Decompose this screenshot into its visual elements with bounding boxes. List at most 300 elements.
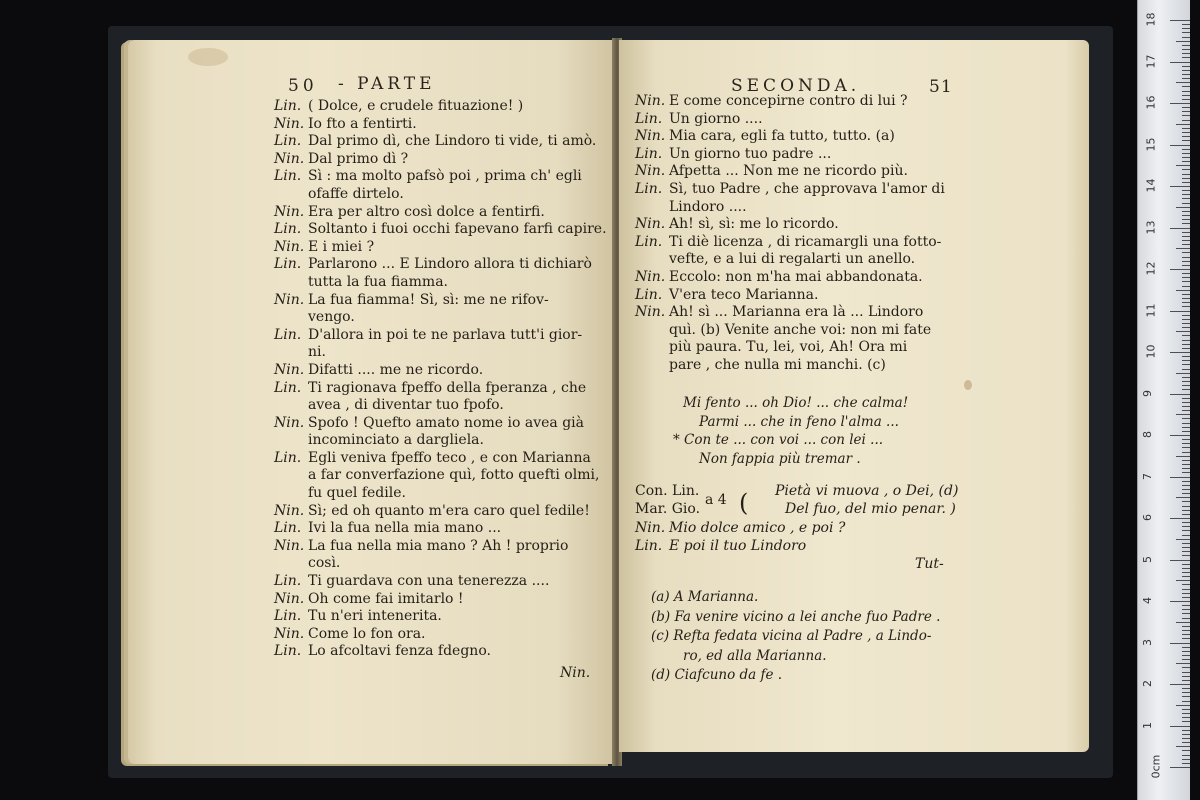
dialogue-line xyxy=(274,309,614,327)
ruler-minor-tick xyxy=(1182,589,1190,590)
ruler-major-tick xyxy=(1170,394,1190,395)
ruler-minor-tick xyxy=(1182,37,1190,38)
ruler-minor-tick xyxy=(1176,165,1190,166)
dialogue-line xyxy=(635,520,975,538)
dialogue-text: Ah! sì, sì: me lo ricordo. xyxy=(669,216,839,233)
dialogue-line xyxy=(635,216,975,234)
ruler-minor-tick xyxy=(1182,203,1190,204)
ruler-minor-tick xyxy=(1182,315,1190,316)
ruler-minor-tick xyxy=(1176,82,1190,83)
speaker-label: Nin. xyxy=(274,150,305,167)
ruler-minor-tick xyxy=(1182,530,1190,531)
speaker-label: Lin. xyxy=(635,180,663,197)
ruler-minor-tick xyxy=(1182,659,1190,660)
dialogue-line xyxy=(274,292,614,310)
ruler-major-tick xyxy=(1170,145,1190,146)
dialogue-text: E come concepirne contro di lui ? xyxy=(669,93,908,109)
dialogue-text: La fua fiamma! Sì, sì: me ne rifov- xyxy=(308,291,549,308)
ruler-minor-tick xyxy=(1182,572,1190,573)
ruler-major-tick xyxy=(1170,643,1190,644)
dialogue-continuation xyxy=(635,520,975,555)
dialogue-text: più paura. Tu, lei, voi, Ah! Ora mi xyxy=(669,339,908,356)
speaker-label: Nin. xyxy=(635,128,666,145)
left-page xyxy=(128,40,615,764)
speaker-label: Lin. xyxy=(635,286,663,303)
ruler-minor-tick xyxy=(1176,663,1190,664)
dialogue-text: ni. xyxy=(308,344,326,361)
ruler-label: 13 xyxy=(1144,220,1158,234)
ruler-minor-tick xyxy=(1182,402,1190,403)
ruler-minor-tick xyxy=(1182,360,1190,361)
footnote: (c) Refta fedata vicina al Padre , a Lindo- xyxy=(651,628,932,644)
dialogue-text: La fua nella mia mano ? Ah ! proprio xyxy=(308,537,569,554)
ruler-minor-tick xyxy=(1182,522,1190,523)
ruler-label: 5 xyxy=(1141,555,1154,563)
ruler-minor-tick xyxy=(1182,597,1190,598)
ruler-minor-tick xyxy=(1182,153,1190,154)
ruler-minor-tick xyxy=(1182,302,1190,303)
ruler-minor-tick xyxy=(1182,750,1190,751)
ruler-minor-tick xyxy=(1176,373,1190,374)
dialogue-line xyxy=(635,251,975,269)
ruler-minor-tick xyxy=(1182,638,1190,639)
dialogue-line xyxy=(635,339,975,357)
ruler-label: 16 xyxy=(1144,95,1158,110)
speaker-label: Nin. xyxy=(635,268,666,285)
dialogue-text: D'allora in poi te ne parlava tutt'i gior- xyxy=(308,326,583,343)
ruler-minor-tick xyxy=(1182,24,1190,25)
dialogue-text: Sì : ma molto pafsò poi , prima ch' egli xyxy=(308,168,582,185)
ruler-minor-tick xyxy=(1182,452,1190,453)
ruler-minor-tick xyxy=(1182,688,1190,689)
dialogue-line xyxy=(274,256,614,274)
ruler-minor-tick xyxy=(1182,398,1190,399)
ruler-label: 15 xyxy=(1144,137,1158,151)
ruler-minor-tick xyxy=(1176,746,1190,747)
ruler-label: 7 xyxy=(1141,472,1154,480)
ruler-minor-tick xyxy=(1182,406,1190,407)
right-catchword: Tut- xyxy=(915,556,944,572)
ruler-label: 8 xyxy=(1141,431,1154,438)
ruler-minor-tick xyxy=(1176,456,1190,457)
dialogue-line xyxy=(635,322,975,340)
ruler-minor-tick xyxy=(1182,551,1190,552)
ruler-minor-tick xyxy=(1182,335,1190,336)
speaker-label: Nin. xyxy=(635,163,666,180)
ruler-minor-tick xyxy=(1182,174,1190,175)
ruler-minor-tick xyxy=(1182,169,1190,170)
dialogue-text: Spofo ! Quefto amato nome io avea già xyxy=(308,414,584,431)
ruler-minor-tick xyxy=(1182,655,1190,656)
dialogue-text: Un giorno tuo padre ... xyxy=(669,145,832,162)
speaker-label: Nin. xyxy=(274,625,305,642)
ruler-minor-tick xyxy=(1182,423,1190,424)
dialogue-line xyxy=(274,450,614,468)
speaker-label: Nin. xyxy=(274,291,305,308)
ruler-label: 0cm xyxy=(1149,754,1163,779)
dialogue-line xyxy=(274,151,614,169)
ruler-minor-tick xyxy=(1182,464,1190,465)
verse-line: Non fappia più tremar . xyxy=(699,450,861,467)
ruler-label: 9 xyxy=(1141,389,1154,397)
footnote: (d) Ciafcuno da fe . xyxy=(651,667,783,683)
dialogue-line xyxy=(274,239,614,257)
speaker-label: Lin. xyxy=(274,168,302,185)
ruler-minor-tick xyxy=(1182,584,1190,585)
dialogue-text: Come lo fon ora. xyxy=(308,625,426,642)
speaker-label: Nin. xyxy=(635,93,666,109)
ruler-minor-tick xyxy=(1182,493,1190,494)
ruler-minor-tick xyxy=(1182,692,1190,693)
ruler-minor-tick xyxy=(1182,306,1190,307)
speaker-label: Lin. xyxy=(274,221,302,238)
speaker-label: Lin. xyxy=(274,98,302,114)
ruler-label: 10 xyxy=(1144,344,1158,359)
ruler-minor-tick xyxy=(1182,111,1190,112)
ruler-minor-tick xyxy=(1182,232,1190,233)
quartet-marker: a 4 xyxy=(705,491,727,508)
quartet-speaker-1: Con. Lin. xyxy=(635,483,700,499)
ruler-minor-tick xyxy=(1176,41,1190,42)
ruler-minor-tick xyxy=(1176,580,1190,581)
ruler-minor-tick xyxy=(1176,539,1190,540)
dialogue-line xyxy=(274,344,614,362)
ruler-minor-tick xyxy=(1182,340,1190,341)
ruler-major-tick xyxy=(1170,20,1190,21)
ruler-minor-tick xyxy=(1182,86,1190,87)
ruler-major-tick xyxy=(1170,186,1190,187)
ruler-minor-tick xyxy=(1182,28,1190,29)
ruler-major-tick xyxy=(1170,684,1190,685)
dialogue-line xyxy=(274,133,614,151)
ruler-label: 11 xyxy=(1144,303,1158,317)
left-page-number: 50 xyxy=(288,76,318,96)
dialogue-text: Dal primo dì, che Lindoro ti vide, ti amò. xyxy=(308,133,597,150)
dialogue-line xyxy=(274,555,614,573)
ruler-minor-tick xyxy=(1182,535,1190,536)
ruler-major-tick xyxy=(1170,767,1190,768)
ruler-minor-tick xyxy=(1182,136,1190,137)
dialogue-text: Io fto a fentirti. xyxy=(308,115,417,132)
dialogue-text: fu quel fedile. xyxy=(308,485,406,502)
ruler-label: 17 xyxy=(1144,54,1158,68)
ruler-label: 12 xyxy=(1144,261,1158,276)
dialogue-line xyxy=(274,520,614,538)
ruler-minor-tick xyxy=(1182,369,1190,370)
dialogue-text: Sì; ed oh quanto m'era caro quel fedile! xyxy=(308,502,590,519)
speaker-label: Nin. xyxy=(274,414,305,431)
ruler-minor-tick xyxy=(1182,45,1190,46)
dialogue-text: Un giorno .... xyxy=(669,110,763,127)
dialogue-line xyxy=(635,181,975,199)
dialogue-line xyxy=(635,146,975,164)
dialogue-line xyxy=(274,362,614,380)
ruler-minor-tick xyxy=(1182,634,1190,635)
dialogue-line xyxy=(274,397,614,415)
ruler-minor-tick xyxy=(1176,331,1190,332)
dialogue-line xyxy=(635,163,975,181)
dialogue-text: Lo afcoltavi fenza fdegno. xyxy=(308,643,491,660)
speaker-label: Lin. xyxy=(274,608,302,625)
dialogue-line xyxy=(274,116,614,134)
dialogue-text: avea , di diventar tuo fpofo. xyxy=(308,397,504,414)
speaker-label: Nin. xyxy=(274,590,305,607)
ruler-minor-tick xyxy=(1182,273,1190,274)
dialogue-text: vefte, e a lui di regalarti un anello. xyxy=(669,251,916,268)
ruler-minor-tick xyxy=(1182,576,1190,577)
ruler-minor-tick xyxy=(1182,257,1190,258)
dialogue-line xyxy=(635,111,975,129)
ruler-minor-tick xyxy=(1182,472,1190,473)
dialogue-text: pare , che nulla mi manchi. (c) xyxy=(669,356,886,373)
dialogue-line xyxy=(274,204,614,222)
dialogue-line xyxy=(274,643,614,661)
dialogue-text: Egli veniva fpeffo teco , e con Marianna xyxy=(308,449,591,466)
dialogue-text: Oh come fai imitarlo ! xyxy=(308,590,464,607)
dialogue-text: incominciato a dargliela. xyxy=(308,432,484,449)
dialogue-text: quì. (b) Venite anche voi: non mi fate xyxy=(669,321,932,338)
dialogue-line xyxy=(274,503,614,521)
ruler-minor-tick xyxy=(1182,555,1190,556)
ruler-minor-tick xyxy=(1176,124,1190,125)
dialogue-text: Dal primo dì ? xyxy=(308,150,409,167)
ruler-minor-tick xyxy=(1182,410,1190,411)
ruler-minor-tick xyxy=(1182,91,1190,92)
ruler-minor-tick xyxy=(1182,190,1190,191)
dialogue-text: Ti ragionava fpeffo della fperanza , che xyxy=(308,379,587,396)
dialogue-text: Ti diè licenza , di ricamargli una fotto- xyxy=(669,233,942,250)
dialogue-line xyxy=(274,432,614,450)
ruler-minor-tick xyxy=(1182,443,1190,444)
ruler-label: 18 xyxy=(1144,12,1158,27)
ruler-minor-tick xyxy=(1182,194,1190,195)
dialogue-line xyxy=(274,485,614,503)
ruler-minor-tick xyxy=(1182,211,1190,212)
ruler-minor-tick xyxy=(1176,207,1190,208)
dialogue-text: Tu n'eri intenerita. xyxy=(308,608,442,625)
speaker-label: Lin. xyxy=(274,326,302,343)
left-text-block xyxy=(274,98,614,661)
ruler-minor-tick xyxy=(1182,377,1190,378)
ruler-minor-tick xyxy=(1182,66,1190,67)
paper-stain xyxy=(188,48,228,66)
ruler-minor-tick xyxy=(1182,219,1190,220)
ruler-major-tick xyxy=(1170,601,1190,602)
ruler-label: 3 xyxy=(1141,638,1154,646)
ruler-minor-tick xyxy=(1182,447,1190,448)
ruler-minor-tick xyxy=(1182,149,1190,150)
dialogue-line xyxy=(635,538,975,556)
ruler-major-tick xyxy=(1170,352,1190,353)
dialogue-line xyxy=(274,608,614,626)
ruler-minor-tick xyxy=(1182,489,1190,490)
ruler-minor-tick xyxy=(1182,759,1190,760)
speaker-label: Lin. xyxy=(274,379,302,396)
ruler-minor-tick xyxy=(1182,605,1190,606)
ruler-minor-tick xyxy=(1182,730,1190,731)
ruler-minor-tick xyxy=(1182,568,1190,569)
ruler-minor-tick xyxy=(1176,414,1190,415)
ruler-minor-tick xyxy=(1182,327,1190,328)
ruler-minor-tick xyxy=(1182,364,1190,365)
dialogue-line xyxy=(635,287,975,305)
ruler-minor-tick xyxy=(1182,514,1190,515)
ruler-label: 2 xyxy=(1141,680,1154,687)
right-text-block xyxy=(635,93,975,375)
dialogue-text: Mio dolce amico , e poi ? xyxy=(669,520,846,536)
dialogue-text: Sì, tuo Padre , che approvava l'amor di xyxy=(669,180,945,197)
ruler-minor-tick xyxy=(1182,389,1190,390)
speaker-label: Lin. xyxy=(635,233,663,250)
ruler-label: 14 xyxy=(1144,178,1158,193)
dialogue-line xyxy=(274,415,614,433)
ruler-minor-tick xyxy=(1182,107,1190,108)
dialogue-text: Difatti .... me ne ricordo. xyxy=(308,361,484,378)
dialogue-text: V'era teco Marianna. xyxy=(669,286,819,303)
footnotes xyxy=(651,588,940,686)
ruler-minor-tick xyxy=(1182,721,1190,722)
ruler-minor-tick xyxy=(1182,128,1190,129)
speaker-label: Lin. xyxy=(274,256,302,273)
ruler-minor-tick xyxy=(1182,261,1190,262)
ruler-minor-tick xyxy=(1182,713,1190,714)
ruler-label: 6 xyxy=(1141,514,1154,521)
speaker-label: Lin. xyxy=(635,145,663,162)
ruler-minor-tick xyxy=(1182,277,1190,278)
speaker-label: Nin. xyxy=(274,361,305,378)
quartet-line-2: Del fuo, del mio penar. ) xyxy=(785,500,956,517)
ruler-minor-tick xyxy=(1182,667,1190,668)
left-running-head: - PARTE xyxy=(338,74,436,94)
ruler-minor-tick xyxy=(1182,734,1190,735)
ruler-minor-tick xyxy=(1182,99,1190,100)
dialogue-line xyxy=(274,98,614,116)
ruler-minor-tick xyxy=(1182,672,1190,673)
speaker-label: Nin. xyxy=(274,502,305,519)
ruler-minor-tick xyxy=(1182,738,1190,739)
ruler-minor-tick xyxy=(1182,348,1190,349)
ruler-minor-tick xyxy=(1182,53,1190,54)
dialogue-text: a far converfazione quì, fotto quefti olmi, xyxy=(308,467,600,484)
ruler-minor-tick xyxy=(1182,701,1190,702)
ruler-minor-tick xyxy=(1182,120,1190,121)
dialogue-line xyxy=(274,274,614,292)
dialogue-line xyxy=(274,467,614,485)
ruler-minor-tick xyxy=(1182,252,1190,253)
dialogue-line xyxy=(274,538,614,556)
footnote: (a) A Marianna. xyxy=(651,589,759,605)
quartet-line-1: Pietà vi muova , o Dei, (d) xyxy=(775,483,959,499)
ruler-minor-tick xyxy=(1176,622,1190,623)
right-page xyxy=(619,40,1089,752)
ruler-minor-tick xyxy=(1182,427,1190,428)
ruler-minor-tick xyxy=(1182,157,1190,158)
speaker-label: Lin. xyxy=(274,573,302,590)
ruler-minor-tick xyxy=(1182,485,1190,486)
ruler-minor-tick xyxy=(1182,240,1190,241)
ruler-label: 4 xyxy=(1141,597,1154,604)
ruler-minor-tick xyxy=(1182,244,1190,245)
ruler-minor-tick xyxy=(1182,161,1190,162)
ruler-minor-tick xyxy=(1182,265,1190,266)
quartet-speaker-2: Mar. Gio. xyxy=(635,500,701,517)
speaker-label: Nin. xyxy=(635,520,666,536)
ruler-minor-tick xyxy=(1182,613,1190,614)
dialogue-text: tutta la fua fiamma. xyxy=(308,273,448,290)
dialogue-text: Ah! sì ... Marianna era là ... Lindoro xyxy=(669,304,924,321)
ruler-minor-tick xyxy=(1182,78,1190,79)
dialogue-line xyxy=(635,234,975,252)
dialogue-text: ofaffe dirtelo. xyxy=(308,185,404,202)
dialogue-line xyxy=(635,357,975,375)
right-running-head: SECONDA. xyxy=(731,76,861,96)
dialogue-line xyxy=(274,626,614,644)
dialogue-text: Lindoro .... xyxy=(669,198,747,215)
ruler-minor-tick xyxy=(1182,381,1190,382)
ruler-minor-tick xyxy=(1182,647,1190,648)
ruler-minor-tick xyxy=(1182,543,1190,544)
ruler-major-tick xyxy=(1170,726,1190,727)
verse-line: * Con te ... con voi ... con lei ... xyxy=(673,432,884,448)
ruler-minor-tick xyxy=(1182,57,1190,58)
ruler-minor-tick xyxy=(1182,439,1190,440)
ruler-minor-tick xyxy=(1182,609,1190,610)
dialogue-text: ( Dolce, e crudele fituazione! ) xyxy=(308,98,524,114)
quartet-block xyxy=(635,483,975,518)
dialogue-line xyxy=(635,269,975,287)
ruler-minor-tick xyxy=(1182,32,1190,33)
dialogue-line xyxy=(274,591,614,609)
dialogue-line xyxy=(274,573,614,591)
ruler-minor-tick xyxy=(1182,344,1190,345)
ruler-minor-tick xyxy=(1182,319,1190,320)
ruler-minor-tick xyxy=(1182,294,1190,295)
dialogue-line xyxy=(274,186,614,204)
ruler-minor-tick xyxy=(1182,215,1190,216)
dialogue-text: Parlarono ... E Lindoro allora ti dichiarò xyxy=(308,256,592,273)
speaker-label: Lin. xyxy=(274,449,302,466)
ruler-major-tick xyxy=(1170,269,1190,270)
footnote: (b) Fa venire vicino a lei anche fuo Padre . xyxy=(651,608,941,625)
ruler-minor-tick xyxy=(1182,593,1190,594)
ruler-minor-tick xyxy=(1182,676,1190,677)
ruler-label: 1 xyxy=(1141,721,1154,729)
ruler-minor-tick xyxy=(1176,248,1190,249)
ruler-minor-tick xyxy=(1182,630,1190,631)
ruler-minor-tick xyxy=(1182,526,1190,527)
speaker-label: Nin. xyxy=(635,304,666,321)
ruler-major-tick xyxy=(1170,62,1190,63)
dialogue-text: E poi il tuo Lindoro xyxy=(669,537,807,554)
verse-line: Parmi ... che in feno l'alma ... xyxy=(699,413,899,430)
speaker-label: Nin. xyxy=(274,203,305,220)
dialogue-text: Era per altro così dolce a fentirfi. xyxy=(308,203,545,220)
dialogue-line xyxy=(635,304,975,322)
ruler-minor-tick xyxy=(1182,468,1190,469)
left-catchword: Nin. xyxy=(560,665,591,681)
ruler-minor-tick xyxy=(1182,696,1190,697)
ruler-minor-tick xyxy=(1182,680,1190,681)
ruler-minor-tick xyxy=(1182,626,1190,627)
ruler-minor-tick xyxy=(1182,70,1190,71)
ruler-minor-tick xyxy=(1182,298,1190,299)
speaker-label: Lin. xyxy=(274,520,302,537)
ruler-major-tick xyxy=(1170,560,1190,561)
speaker-label: Nin. xyxy=(635,216,666,233)
ruler-major-tick xyxy=(1170,435,1190,436)
ruler-minor-tick xyxy=(1182,115,1190,116)
ruler-minor-tick xyxy=(1182,132,1190,133)
